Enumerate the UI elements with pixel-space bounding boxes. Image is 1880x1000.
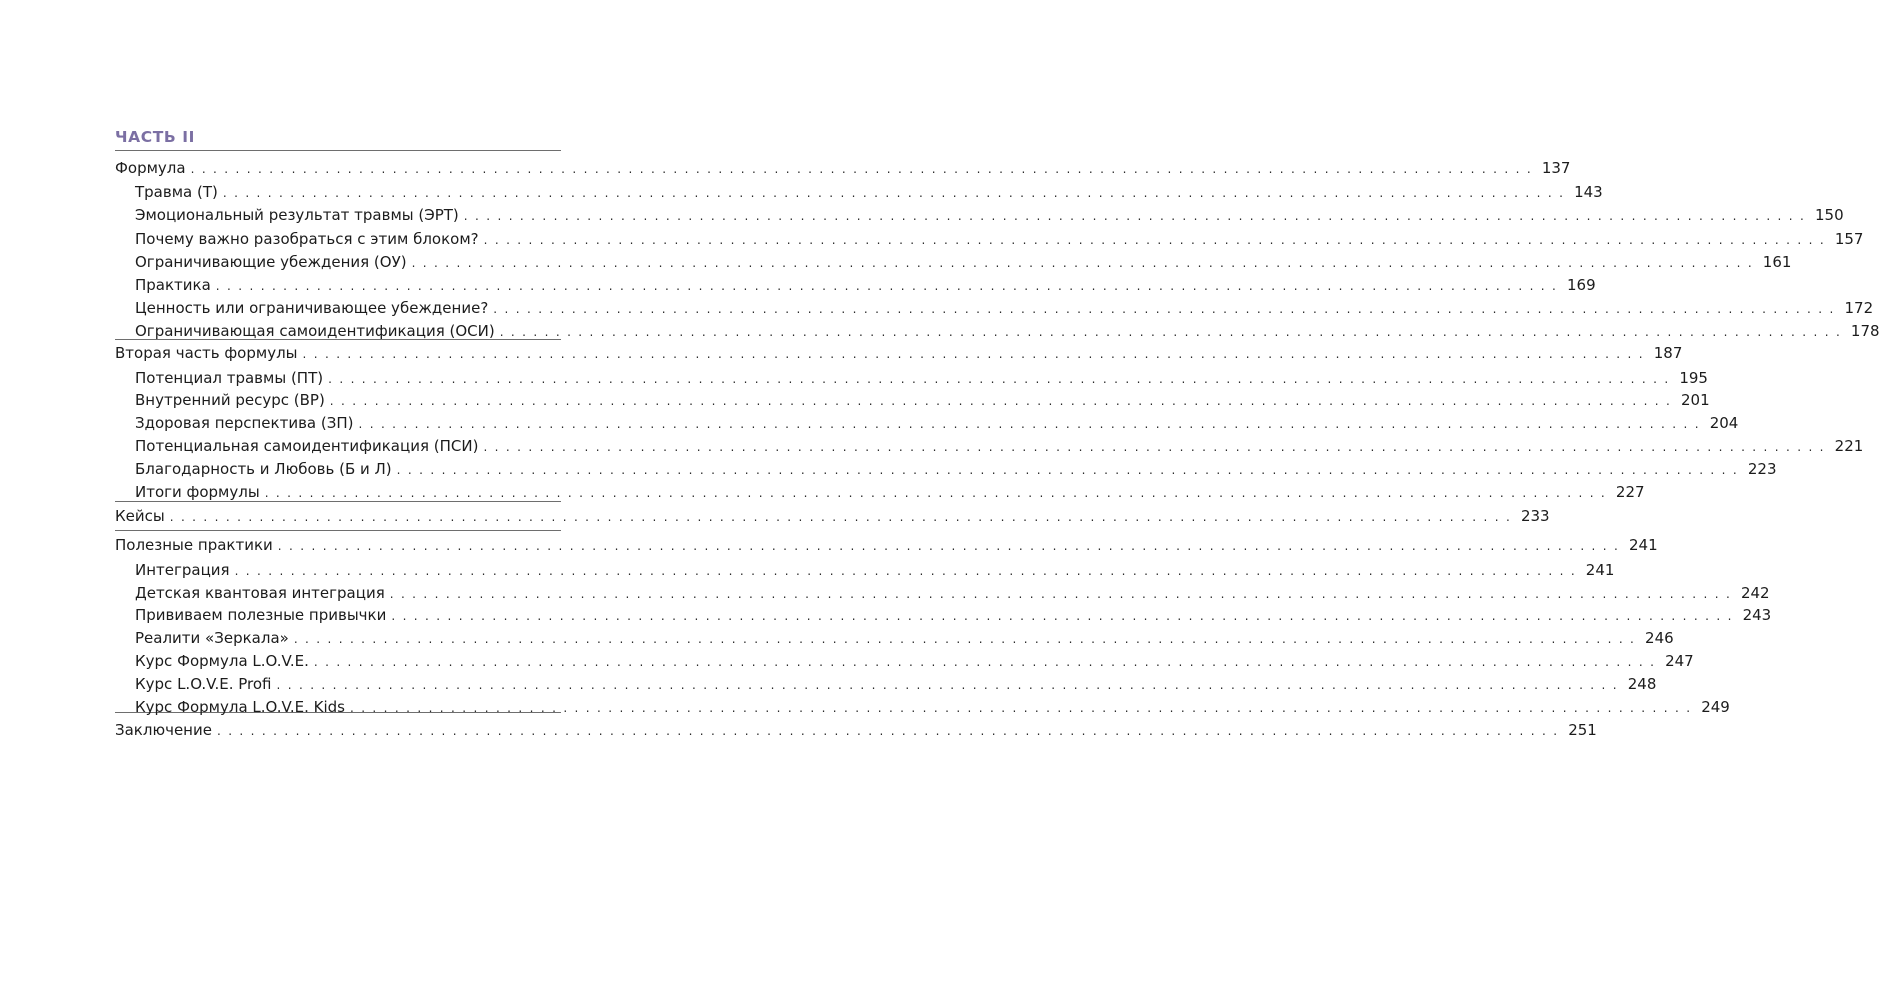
section-separator [115,530,561,531]
toc-entry-title: Кейсы [115,507,165,525]
dot-leader: . . . . . . . . . . . . . . . . . . . . . . . . . . . . . . . . . . . . . . . . . . . . . . . . . . . . . . . . . . . . . . . . . . . . . . . . . . . . . . . . . . . . . . . . . . . . . . . . . . . . . . . . . . . . . . . . . . . . . . . . [411,256,1754,270]
section-separator [115,150,561,151]
toc-entry-page: 248 [1627,675,1657,693]
toc-entry-title: Потенциальная самоидентификация (ПСИ) [135,437,479,455]
toc-entry-page: 195 [1679,369,1708,387]
dot-leader: . . . . . . . . . . . . . . . . . . . . . . . . . . . . . . . . . . . . . . . . . . . . . . . . . . . . . . . . . . . . . . . . . . . . . . . . . . . . . . . . . . . . . . . . . . . . . . . . . . . . . . . . . . . . . . . . . . . . . . . . [264,486,1607,500]
toc-entry [115,157,1571,179]
toc-entry-title: Интеграция [135,561,230,579]
toc-entry-title: Заключение [115,721,212,739]
dot-leader: . . . . . . . . . . . . . . . . . . . . . . . . . . . . . . . . . . . . . . . . . . . . . . . . . . . . . . . . . . . . . . . . . . . . . . . . . . . . . . . . . . . . . . . . . . . . . . . . . . . . . . . . . . . . . . . . . . . . . . . . [234,564,1577,578]
toc-entry-page: 243 [1742,606,1772,624]
dot-leader: . . . . . . . . . . . . . . . . . . . . . . . . . . . . . . . . . . . . . . . . . . . . . . . . . . . . . . . . . . . . . . . . . . . . . . . . . . . . . . . . . . . . . . . . . . . . . . . . . . . . . . . . . . . . . . . . . . . . . . . . [499,325,1842,339]
toc-entry [135,389,1710,411]
dot-leader: . . . . . . . . . . . . . . . . . . . . . . . . . . . . . . . . . . . . . . . . . . . . . . . . . . . . . . . . . . . . . . . . . . . . . . . . . . . . . . . . . . . . . . . . . . . . . . . . . . . . . . . . . . . . . . . . . . . . . . . . [389,587,1732,601]
toc-entry-title: Почему важно разобраться с этим блоком? [135,230,479,248]
toc-entry-title: Реалити «Зеркала» [135,629,289,647]
dot-leader: . . . . . . . . . . . . . . . . . . . . . . . . . . . . . . . . . . . . . . . . . . . . . . . . . . . . . . . . . . . . . . . . . . . . . . . . . . . . . . . . . . . . . . . . . . . . . . . . . . . . . . . . . . . . . . . . . . . . . . . . [222,186,1565,200]
toc-entry-title: Ограничивающая самоидентификация (ОСИ) [135,322,495,340]
dot-leader: . . . . . . . . . . . . . . . . . . . . . . . . . . . . . . . . . . . . . . . . . . . . . . . . . . . . . . . . . . . . . . . . . . . . . . . . . . . . . . . . . . . . . . . . . . . . . . . . . . . . . . . . . . . . . . . . . . . . . . . . [302,347,1645,361]
toc-entry [115,342,1683,364]
dot-leader: . . . . . . . . . . . . . . . . . . . . . . . . . . . . . . . . . . . . . . . . . . . . . . . . . . . . . . . . . . . . . . . . . . . . . . . . . . . . . . . . . . . . . . . . . . . . . . . . . . . . . . . . . . . . . . . . . . . . . . . . [293,632,1636,646]
toc-entry [135,181,1603,203]
part-title: ЧАСТЬ II [115,128,196,146]
toc-entry-title: Благодарность и Любовь (Б и Л) [135,460,392,478]
toc-entry-page: 241 [1585,561,1615,579]
dot-leader: . . . . . . . . . . . . . . . . . . . . . . . . . . . . . . . . . . . . . . . . . . . . . . . . . . . . . . . . . . . . . . . . . . . . . . . . . . . . . . . . . . . . . . . . . . . . . . . . . . . . . . . . . . . . . . . . . . . . . . . . [349,701,1692,715]
toc-entry [135,274,1596,296]
dot-leader: . . . . . . . . . . . . . . . . . . . . . . . . . . . . . . . . . . . . . . . . . . . . . . . . . . . . . . . . . . . . . . . . . . . . . . . . . . . . . . . . . . . . . . . . . . . . . . . . . . . . . . . . . . . . . . . . . . . . . . . . [276,678,1619,692]
dot-leader: . . . . . . . . . . . . . . . . . . . . . . . . . . . . . . . . . . . . . . . . . . . . . . . . . . . . . . . . . . . . . . . . . . . . . . . . . . . . . . . . . . . . . . . . . . . . . . . . . . . . . . . . . . . . . . . . . . . . . . . . [463,209,1806,223]
toc-entry-title: Травма (Т) [135,183,218,201]
toc-entry-page: 161 [1762,253,1792,271]
dot-leader: . . . . . . . . . . . . . . . . . . . . . . . . . . . . . . . . . . . . . . . . . . . . . . . . . . . . . . . . . . . . . . . . . . . . . . . . . . . . . . . . . . . . . . . . . . . . . . . . . . . . . . . . . . . . . . . . . . . . . . . . [396,463,1739,477]
toc-entry-page: 204 [1709,414,1739,432]
toc-entry-page: 143 [1574,183,1603,201]
toc-entry [135,367,1708,389]
toc-entry-title: Прививаем полезные привычки [135,606,387,624]
toc-entry-title: Практика [135,276,211,294]
toc-entry [135,582,1770,604]
toc-entry [135,228,1864,250]
toc-entry-title: Ценность или ограничивающее убеждение? [135,299,489,317]
dot-leader: . . . . . . . . . . . . . . . . . . . . . . . . . . . . . . . . . . . . . . . . . . . . . . . . . . . . . . . . . . . . . . . . . . . . . . . . . . . . . . . . . . . . . . . . . . . . . . . . . . . . . . . . . . . . . . . . . . . . . . . . [190,162,1533,176]
dot-leader: . . . . . . . . . . . . . . . . . . . . . . . . . . . . . . . . . . . . . . . . . . . . . . . . . . . . . . . . . . . . . . . . . . . . . . . . . . . . . . . . . . . . . . . . . . . . . . . . . . . . . . . . . . . . . . . . . . . . . . . . [391,609,1734,623]
toc-entry [135,412,1739,434]
toc-entry [135,627,1674,649]
toc-entry-page: 178 [1850,322,1880,340]
toc-entry-title: Здоровая перспектива (ЗП) [135,414,354,432]
dot-leader: . . . . . . . . . . . . . . . . . . . . . . . . . . . . . . . . . . . . . . . . . . . . . . . . . . . . . . . . . . . . . . . . . . . . . . . . . . . . . . . . . . . . . . . . . . . . . . . . . . . . . . . . . . . . . . . . . . . . . . . . [277,539,1620,553]
toc-entry-page: 150 [1815,206,1844,224]
toc-entry-title: Детская квантовая интеграция [135,584,385,602]
toc-entry [135,673,1657,695]
toc-entry-page: 221 [1834,437,1864,455]
dot-leader: . . . . . . . . . . . . . . . . . . . . . . . . . . . . . . . . . . . . . . . . . . . . . . . . . . . . . . . . . . . . . . . . . . . . . . . . . . . . . . . . . . . . . . . . . . . . . . . . . . . . . . . . . . . . . . . . . . . . . . . . [483,440,1826,454]
toc-entry-title: Внутренний ресурс (ВР) [135,391,325,409]
toc-entry [115,719,1597,741]
toc-entry-title: Потенциал травмы (ПТ) [135,369,324,387]
dot-leader: . . . . . . . . . . . . . . . . . . . . . . . . . . . . . . . . . . . . . . . . . . . . . . . . . . . . . . . . . . . . . . . . . . . . . . . . . . . . . . . . . . . . . . . . . . . . . . . . . . . . . . . . . . . . . . . . . . . . . . . . [493,302,1836,316]
dot-leader: . . . . . . . . . . . . . . . . . . . . . . . . . . . . . . . . . . . . . . . . . . . . . . . . . . . . . . . . . . . . . . . . . . . . . . . . . . . . . . . . . . . . . . . . . . . . . . . . . . . . . . . . . . . . . . . . . . . . . . . . [328,372,1670,386]
toc-entry-page: 169 [1567,276,1596,294]
toc-entry-page: 227 [1615,483,1645,501]
toc-entry-page: 187 [1653,344,1683,362]
toc-entry-page: 223 [1747,460,1777,478]
toc-entry-page: 201 [1681,391,1710,409]
toc-entry [115,534,1658,556]
toc-entry-page: 241 [1629,536,1658,554]
toc-entry-title: Итоги формулы [135,483,260,501]
toc-entry [115,505,1550,527]
toc-entry-title: Ограничивающие убеждения (ОУ) [135,253,407,271]
toc-entry-title: Курс Формула L.O.V.E. [135,652,309,670]
toc-entry-title: Формула [115,159,186,177]
dot-leader: . . . . . . . . . . . . . . . . . . . . . . . . . . . . . . . . . . . . . . . . . . . . . . . . . . . . . . . . . . . . . . . . . . . . . . . . . . . . . . . . . . . . . . . . . . . . . . . . . . . . . . . . . . . . . . . . . . . . . . . . [313,655,1656,669]
toc-entry [135,297,1874,319]
toc-entry [135,458,1777,480]
toc-entry-title: Курс Формула L.O.V.E. Kids [135,698,345,716]
toc-entry-title: Курс L.O.V.E. Profi [135,675,272,693]
toc-entry-page: 251 [1568,721,1597,739]
toc-entry [135,481,1645,503]
toc-entry-page: 172 [1844,299,1874,317]
toc-entry-page: 137 [1541,159,1571,177]
toc-entry-page: 233 [1520,507,1550,525]
toc-entry-title: Эмоциональный результат травмы (ЭРТ) [135,206,459,224]
dot-leader: . . . . . . . . . . . . . . . . . . . . . . . . . . . . . . . . . . . . . . . . . . . . . . . . . . . . . . . . . . . . . . . . . . . . . . . . . . . . . . . . . . . . . . . . . . . . . . . . . . . . . . . . . . . . . . . . . . . . . . . . [329,394,1672,408]
dot-leader: . . . . . . . . . . . . . . . . . . . . . . . . . . . . . . . . . . . . . . . . . . . . . . . . . . . . . . . . . . . . . . . . . . . . . . . . . . . . . . . . . . . . . . . . . . . . . . . . . . . . . . . . . . . . . . . . . . . . . . . . [216,724,1559,738]
toc-entry [135,251,1792,273]
toc-entry-page: 157 [1834,230,1864,248]
toc-entry-page: 242 [1740,584,1770,602]
toc-entry [135,320,1880,342]
toc-entry-title: Полезные практики [115,536,273,554]
toc-entry [135,559,1615,581]
dot-leader: . . . . . . . . . . . . . . . . . . . . . . . . . . . . . . . . . . . . . . . . . . . . . . . . . . . . . . . . . . . . . . . . . . . . . . . . . . . . . . . . . . . . . . . . . . . . . . . . . . . . . . . . . . . . . . . . . . . . . . . . [215,279,1558,293]
toc-entry-page: 249 [1701,698,1730,716]
dot-leader: . . . . . . . . . . . . . . . . . . . . . . . . . . . . . . . . . . . . . . . . . . . . . . . . . . . . . . . . . . . . . . . . . . . . . . . . . . . . . . . . . . . . . . . . . . . . . . . . . . . . . . . . . . . . . . . . . . . . . . . . [358,417,1701,431]
toc-entry [135,696,1730,718]
toc-entry [135,650,1694,672]
toc-entry-page: 246 [1645,629,1674,647]
toc-entry-title: Вторая часть формулы [115,344,298,362]
dot-leader: . . . . . . . . . . . . . . . . . . . . . . . . . . . . . . . . . . . . . . . . . . . . . . . . . . . . . . . . . . . . . . . . . . . . . . . . . . . . . . . . . . . . . . . . . . . . . . . . . . . . . . . . . . . . . . . . . . . . . . . . [483,233,1826,247]
toc-entry [135,604,1772,626]
toc-entry [135,204,1844,226]
toc-entry-page: 247 [1665,652,1694,670]
toc-entry [135,435,1864,457]
dot-leader: . . . . . . . . . . . . . . . . . . . . . . . . . . . . . . . . . . . . . . . . . . . . . . . . . . . . . . . . . . . . . . . . . . . . . . . . . . . . . . . . . . . . . . . . . . . . . . . . . . . . . . . . . . . . . . . . . . . . . . . . [169,510,1512,524]
